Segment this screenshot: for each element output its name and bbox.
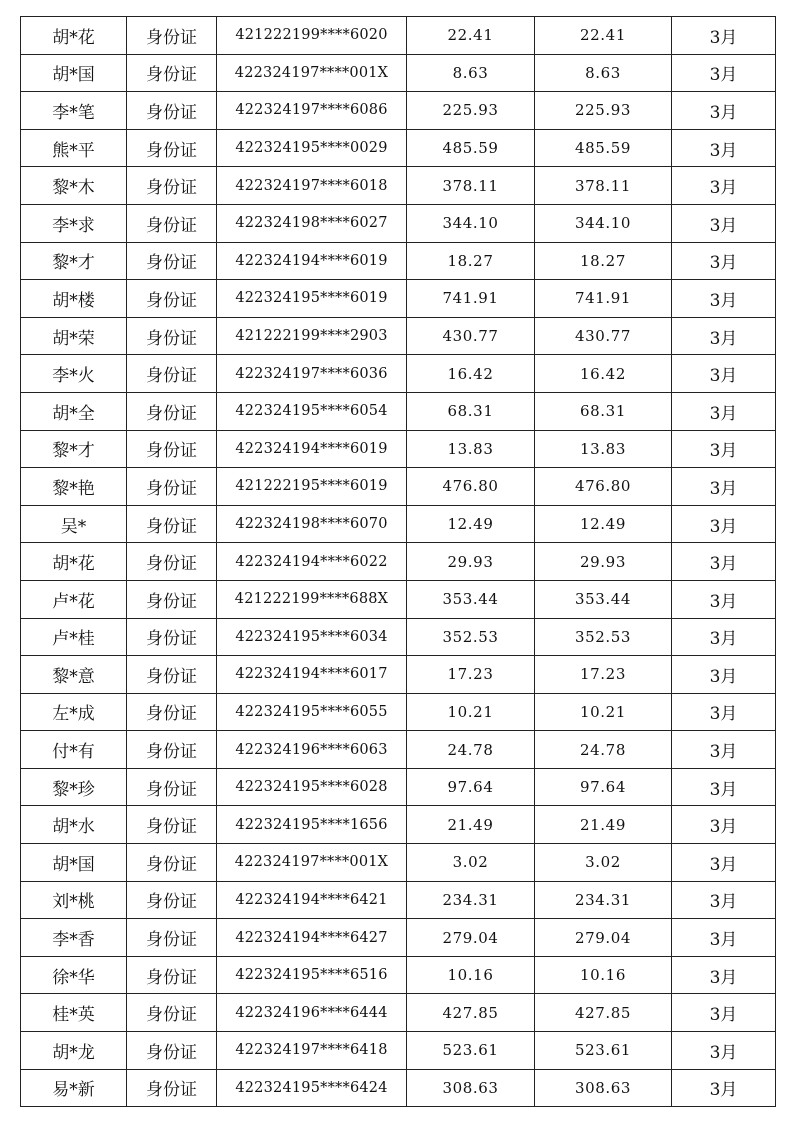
month-cell: 3月 (672, 543, 776, 581)
table-row (21, 17, 776, 55)
id-number-cell: 422324196****6444 (217, 994, 407, 1032)
amount-1-cell: 10.16 (407, 956, 535, 994)
amount-2-cell: 10.16 (535, 956, 672, 994)
id-number-cell: 422324196****6063 (217, 731, 407, 769)
id-type-cell: 身份证 (127, 1069, 217, 1107)
name-cell: 桂*英 (21, 994, 127, 1032)
name-cell: 熊*平 (21, 129, 127, 167)
amount-1-cell: 97.64 (407, 768, 535, 806)
month-cell: 3月 (672, 693, 776, 731)
month-cell: 3月 (672, 618, 776, 656)
id-type-cell: 身份证 (127, 468, 217, 506)
amount-1-cell: 16.42 (407, 355, 535, 393)
id-type-cell: 身份证 (127, 656, 217, 694)
month-cell: 3月 (672, 204, 776, 242)
amount-1-cell: 523.61 (407, 1032, 535, 1070)
month-cell: 3月 (672, 167, 776, 205)
amount-1-cell: 22.41 (407, 17, 535, 55)
table-body (21, 17, 776, 1107)
id-type-cell: 身份证 (127, 242, 217, 280)
amount-1-cell: 17.23 (407, 656, 535, 694)
subsidy-table (20, 16, 776, 1107)
amount-1-cell: 378.11 (407, 167, 535, 205)
amount-1-cell: 10.21 (407, 693, 535, 731)
id-type-cell: 身份证 (127, 844, 217, 882)
table-row (21, 280, 776, 318)
amount-1-cell: 427.85 (407, 994, 535, 1032)
id-number-cell: 421222199****6020 (217, 17, 407, 55)
month-cell: 3月 (672, 919, 776, 957)
table-row (21, 1032, 776, 1070)
name-cell: 黎*才 (21, 242, 127, 280)
amount-2-cell: 427.85 (535, 994, 672, 1032)
name-cell: 吴* (21, 505, 127, 543)
amount-2-cell: 29.93 (535, 543, 672, 581)
id-number-cell: 422324194****6019 (217, 242, 407, 280)
id-number-cell: 422324197****6018 (217, 167, 407, 205)
id-number-cell: 422324195****6424 (217, 1069, 407, 1107)
name-cell: 黎*木 (21, 167, 127, 205)
name-cell: 黎*意 (21, 656, 127, 694)
amount-2-cell: 741.91 (535, 280, 672, 318)
amount-2-cell: 24.78 (535, 731, 672, 769)
table-row (21, 768, 776, 806)
name-cell: 易*新 (21, 1069, 127, 1107)
month-cell: 3月 (672, 994, 776, 1032)
name-cell: 胡*龙 (21, 1032, 127, 1070)
name-cell: 卢*桂 (21, 618, 127, 656)
id-type-cell: 身份证 (127, 919, 217, 957)
table-row (21, 468, 776, 506)
name-cell: 卢*花 (21, 580, 127, 618)
month-cell: 3月 (672, 355, 776, 393)
amount-2-cell: 353.44 (535, 580, 672, 618)
amount-2-cell: 344.10 (535, 204, 672, 242)
amount-1-cell: 279.04 (407, 919, 535, 957)
table-row (21, 693, 776, 731)
id-number-cell: 422324195****6034 (217, 618, 407, 656)
id-type-cell: 身份证 (127, 430, 217, 468)
name-cell: 徐*华 (21, 956, 127, 994)
id-type-cell: 身份证 (127, 92, 217, 130)
amount-2-cell: 16.42 (535, 355, 672, 393)
table-row (21, 430, 776, 468)
table-row (21, 919, 776, 957)
id-type-cell: 身份证 (127, 280, 217, 318)
id-type-cell: 身份证 (127, 881, 217, 919)
table-row (21, 881, 776, 919)
name-cell: 李*香 (21, 919, 127, 957)
id-number-cell: 422324195****0029 (217, 129, 407, 167)
id-number-cell: 422324198****6027 (217, 204, 407, 242)
amount-1-cell: 308.63 (407, 1069, 535, 1107)
month-cell: 3月 (672, 768, 776, 806)
amount-2-cell: 225.93 (535, 92, 672, 130)
id-number-cell: 422324195****6028 (217, 768, 407, 806)
month-cell: 3月 (672, 317, 776, 355)
table-row (21, 355, 776, 393)
table-row (21, 656, 776, 694)
name-cell: 黎*珍 (21, 768, 127, 806)
month-cell: 3月 (672, 806, 776, 844)
id-type-cell: 身份证 (127, 693, 217, 731)
amount-1-cell: 741.91 (407, 280, 535, 318)
amount-1-cell: 430.77 (407, 317, 535, 355)
name-cell: 胡*全 (21, 392, 127, 430)
amount-2-cell: 485.59 (535, 129, 672, 167)
id-number-cell: 422324197****6418 (217, 1032, 407, 1070)
month-cell: 3月 (672, 1069, 776, 1107)
month-cell: 3月 (672, 505, 776, 543)
amount-1-cell: 13.83 (407, 430, 535, 468)
id-type-cell: 身份证 (127, 17, 217, 55)
name-cell: 刘*桃 (21, 881, 127, 919)
amount-1-cell: 24.78 (407, 731, 535, 769)
amount-2-cell: 3.02 (535, 844, 672, 882)
name-cell: 黎*艳 (21, 468, 127, 506)
amount-1-cell: 68.31 (407, 392, 535, 430)
name-cell: 黎*才 (21, 430, 127, 468)
id-type-cell: 身份证 (127, 580, 217, 618)
amount-1-cell: 29.93 (407, 543, 535, 581)
table-row (21, 242, 776, 280)
amount-1-cell: 344.10 (407, 204, 535, 242)
month-cell: 3月 (672, 731, 776, 769)
id-number-cell: 422324197****6036 (217, 355, 407, 393)
table-row (21, 204, 776, 242)
month-cell: 3月 (672, 656, 776, 694)
month-cell: 3月 (672, 392, 776, 430)
id-type-cell: 身份证 (127, 806, 217, 844)
amount-2-cell: 13.83 (535, 430, 672, 468)
month-cell: 3月 (672, 17, 776, 55)
month-cell: 3月 (672, 881, 776, 919)
amount-2-cell: 352.53 (535, 618, 672, 656)
amount-1-cell: 485.59 (407, 129, 535, 167)
id-number-cell: 422324194****6017 (217, 656, 407, 694)
id-type-cell: 身份证 (127, 768, 217, 806)
amount-1-cell: 18.27 (407, 242, 535, 280)
id-number-cell: 422324195****1656 (217, 806, 407, 844)
id-type-cell: 身份证 (127, 167, 217, 205)
table-row (21, 543, 776, 581)
id-number-cell: 422324197****001X (217, 54, 407, 92)
amount-2-cell: 17.23 (535, 656, 672, 694)
id-type-cell: 身份证 (127, 129, 217, 167)
id-number-cell: 422324195****6019 (217, 280, 407, 318)
id-type-cell: 身份证 (127, 355, 217, 393)
name-cell: 胡*花 (21, 543, 127, 581)
table-row (21, 129, 776, 167)
table-row (21, 317, 776, 355)
amount-2-cell: 10.21 (535, 693, 672, 731)
month-cell: 3月 (672, 1032, 776, 1070)
id-type-cell: 身份证 (127, 994, 217, 1032)
name-cell: 李*笔 (21, 92, 127, 130)
table-row (21, 580, 776, 618)
table-row (21, 806, 776, 844)
amount-2-cell: 22.41 (535, 17, 672, 55)
id-type-cell: 身份证 (127, 54, 217, 92)
table-row (21, 1069, 776, 1107)
id-number-cell: 421222195****6019 (217, 468, 407, 506)
document-page (20, 16, 775, 1107)
month-cell: 3月 (672, 956, 776, 994)
id-type-cell: 身份证 (127, 204, 217, 242)
table-row (21, 54, 776, 92)
table-row (21, 167, 776, 205)
amount-2-cell: 18.27 (535, 242, 672, 280)
month-cell: 3月 (672, 242, 776, 280)
amount-1-cell: 21.49 (407, 806, 535, 844)
amount-1-cell: 476.80 (407, 468, 535, 506)
amount-1-cell: 12.49 (407, 505, 535, 543)
amount-1-cell: 8.63 (407, 54, 535, 92)
month-cell: 3月 (672, 92, 776, 130)
id-type-cell: 身份证 (127, 392, 217, 430)
amount-2-cell: 430.77 (535, 317, 672, 355)
amount-2-cell: 476.80 (535, 468, 672, 506)
amount-1-cell: 225.93 (407, 92, 535, 130)
amount-2-cell: 21.49 (535, 806, 672, 844)
name-cell: 胡*荣 (21, 317, 127, 355)
amount-1-cell: 234.31 (407, 881, 535, 919)
id-type-cell: 身份证 (127, 956, 217, 994)
month-cell: 3月 (672, 468, 776, 506)
table-row (21, 92, 776, 130)
month-cell: 3月 (672, 54, 776, 92)
table-row (21, 731, 776, 769)
id-number-cell: 422324194****6427 (217, 919, 407, 957)
id-number-cell: 421222199****688X (217, 580, 407, 618)
id-number-cell: 422324194****6421 (217, 881, 407, 919)
id-number-cell: 422324195****6054 (217, 392, 407, 430)
id-type-cell: 身份证 (127, 1032, 217, 1070)
id-number-cell: 422324197****001X (217, 844, 407, 882)
name-cell: 胡*水 (21, 806, 127, 844)
month-cell: 3月 (672, 844, 776, 882)
table-row (21, 618, 776, 656)
id-number-cell: 422324198****6070 (217, 505, 407, 543)
amount-2-cell: 12.49 (535, 505, 672, 543)
name-cell: 胡*国 (21, 54, 127, 92)
name-cell: 胡*国 (21, 844, 127, 882)
id-number-cell: 422324195****6516 (217, 956, 407, 994)
month-cell: 3月 (672, 280, 776, 318)
id-number-cell: 421222199****2903 (217, 317, 407, 355)
amount-2-cell: 378.11 (535, 167, 672, 205)
amount-1-cell: 3.02 (407, 844, 535, 882)
id-number-cell: 422324194****6022 (217, 543, 407, 581)
amount-2-cell: 8.63 (535, 54, 672, 92)
id-number-cell: 422324194****6019 (217, 430, 407, 468)
id-number-cell: 422324195****6055 (217, 693, 407, 731)
amount-2-cell: 308.63 (535, 1069, 672, 1107)
id-type-cell: 身份证 (127, 543, 217, 581)
amount-2-cell: 234.31 (535, 881, 672, 919)
month-cell: 3月 (672, 129, 776, 167)
id-type-cell: 身份证 (127, 618, 217, 656)
id-type-cell: 身份证 (127, 731, 217, 769)
amount-1-cell: 352.53 (407, 618, 535, 656)
table-row (21, 956, 776, 994)
name-cell: 付*有 (21, 731, 127, 769)
amount-2-cell: 97.64 (535, 768, 672, 806)
amount-2-cell: 523.61 (535, 1032, 672, 1070)
table-row (21, 844, 776, 882)
id-type-cell: 身份证 (127, 505, 217, 543)
month-cell: 3月 (672, 430, 776, 468)
amount-2-cell: 279.04 (535, 919, 672, 957)
name-cell: 胡*花 (21, 17, 127, 55)
table-row (21, 505, 776, 543)
table-row (21, 994, 776, 1032)
name-cell: 李*求 (21, 204, 127, 242)
table-row (21, 392, 776, 430)
amount-1-cell: 353.44 (407, 580, 535, 618)
name-cell: 胡*楼 (21, 280, 127, 318)
month-cell: 3月 (672, 580, 776, 618)
amount-2-cell: 68.31 (535, 392, 672, 430)
id-type-cell: 身份证 (127, 317, 217, 355)
name-cell: 李*火 (21, 355, 127, 393)
id-number-cell: 422324197****6086 (217, 92, 407, 130)
name-cell: 左*成 (21, 693, 127, 731)
